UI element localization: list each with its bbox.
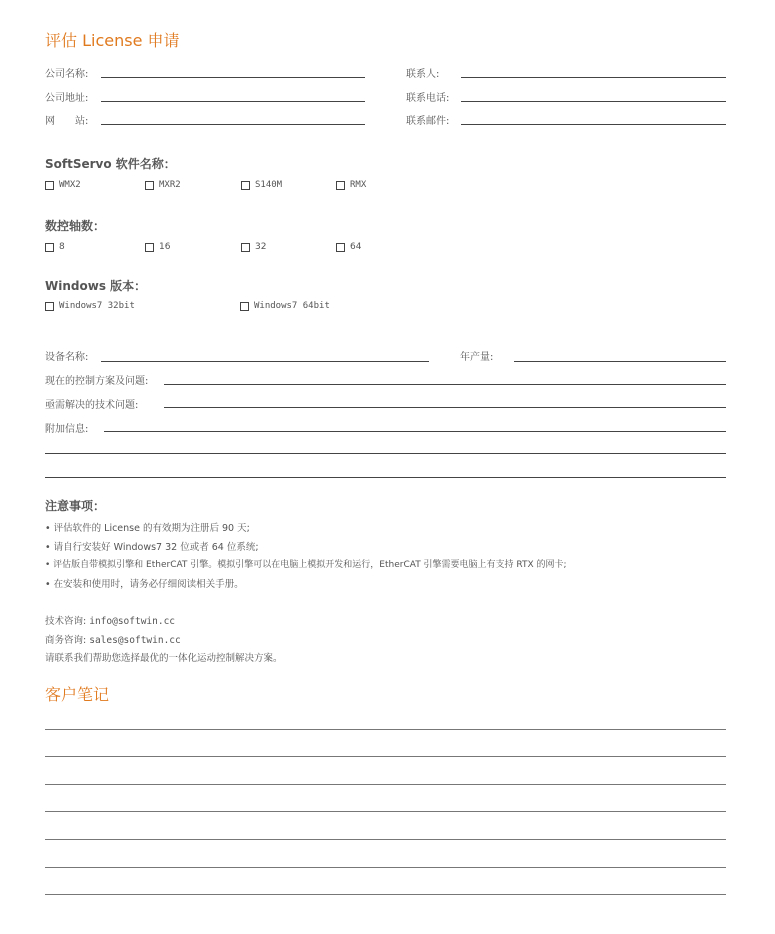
tech-email[interactable]: info@softwin.cc: [89, 616, 176, 627]
checkbox-icon: [45, 181, 54, 190]
customer-note-line[interactable]: [45, 894, 726, 895]
checkbox-s140m[interactable]: S140M: [241, 180, 282, 190]
checkbox-rmx[interactable]: RMX: [336, 180, 366, 190]
contact-email-label: 联系邮件:: [406, 116, 450, 127]
customer-note-line[interactable]: [45, 784, 726, 785]
annual-output-label: 年产量:: [460, 352, 494, 363]
checkbox-icon: [240, 302, 249, 311]
checkbox-axes-32[interactable]: 32: [241, 242, 266, 252]
checkbox-icon: [336, 181, 345, 190]
company-name-label: 公司名称:: [45, 69, 89, 80]
contact-phone-field[interactable]: [461, 101, 726, 102]
checkbox-wmx2[interactable]: WMX2: [45, 180, 81, 190]
website-label-first: 网: [45, 116, 55, 127]
contact-email-field[interactable]: [461, 124, 726, 125]
additional-info-field[interactable]: [104, 431, 726, 432]
note-item: • 评估版自带模拟引擎和 EtherCAT 引擎。模拟引擎可以在电脑上模拟开发和运行，EtherCAT 引擎需要电脑上有支持 RTX 的网卡;: [45, 560, 567, 570]
softservo-heading: SoftServo 软件名称：: [45, 157, 176, 171]
website-label-second: 站:: [75, 116, 89, 127]
customer-note-line[interactable]: [45, 839, 726, 840]
customer-note-line[interactable]: [45, 756, 726, 757]
checkbox-icon: [241, 243, 250, 252]
checkbox-icon: [336, 243, 345, 252]
business-email[interactable]: sales@softwin.cc: [89, 635, 181, 646]
company-address-field[interactable]: [101, 101, 365, 102]
tech-support-line: 技术咨询: info@softwin.cc: [45, 616, 176, 627]
additional-info-line-2[interactable]: [45, 453, 726, 454]
contact-phone-label: 联系电话:: [406, 93, 450, 104]
company-address-label: 公司地址:: [45, 93, 89, 104]
contact-person-field[interactable]: [461, 77, 726, 78]
checkbox-icon: [145, 243, 154, 252]
page-title: 评估 License 申请: [45, 31, 180, 50]
checkbox-win7-32bit[interactable]: Windows7 32bit: [45, 301, 135, 311]
windows-heading: Windows 版本：: [45, 279, 147, 293]
annual-output-field[interactable]: [514, 361, 726, 362]
note-item: • 请自行安装好 Windows7 32 位或者 64 位系统;: [45, 542, 259, 553]
current-scheme-label: 现在的控制方案及问题:: [45, 376, 149, 387]
closing-text: 请联系我们帮助您选择最优的一体化运动控制解决方案。: [45, 653, 283, 664]
company-name-field[interactable]: [101, 77, 365, 78]
note-item: • 评估软件的 License 的有效期为注册后 90 天;: [45, 523, 250, 534]
customer-note-line[interactable]: [45, 867, 726, 868]
checkbox-icon: [45, 302, 54, 311]
additional-info-line-3[interactable]: [45, 477, 726, 478]
contact-person-label: 联系人:: [406, 69, 440, 80]
customer-note-line[interactable]: [45, 811, 726, 812]
checkbox-icon: [145, 181, 154, 190]
tech-problems-field[interactable]: [164, 407, 726, 408]
checkbox-icon: [45, 243, 54, 252]
checkbox-mxr2[interactable]: MXR2: [145, 180, 181, 190]
website-field[interactable]: [101, 124, 365, 125]
tech-problems-label: 亟需解决的技术问题:: [45, 400, 139, 411]
business-support-line: 商务咨询: sales@softwin.cc: [45, 635, 181, 646]
notes-heading: 注意事项：: [45, 499, 106, 513]
additional-info-label: 附加信息:: [45, 424, 89, 435]
checkbox-axes-16[interactable]: 16: [145, 242, 170, 252]
customer-note-line[interactable]: [45, 729, 726, 730]
device-name-field[interactable]: [101, 361, 429, 362]
checkbox-axes-8[interactable]: 8: [45, 242, 65, 252]
device-name-label: 设备名称:: [45, 352, 89, 363]
current-scheme-field[interactable]: [164, 384, 726, 385]
axes-heading: 数控轴数：: [45, 219, 106, 233]
checkbox-icon: [241, 181, 250, 190]
note-item: • 在安装和使用时，请务必仔细阅读相关手册。: [45, 579, 244, 590]
checkbox-axes-64[interactable]: 64: [336, 242, 361, 252]
customer-notes-title: 客户笔记: [45, 685, 110, 704]
checkbox-win7-64bit[interactable]: Windows7 64bit: [240, 301, 330, 311]
